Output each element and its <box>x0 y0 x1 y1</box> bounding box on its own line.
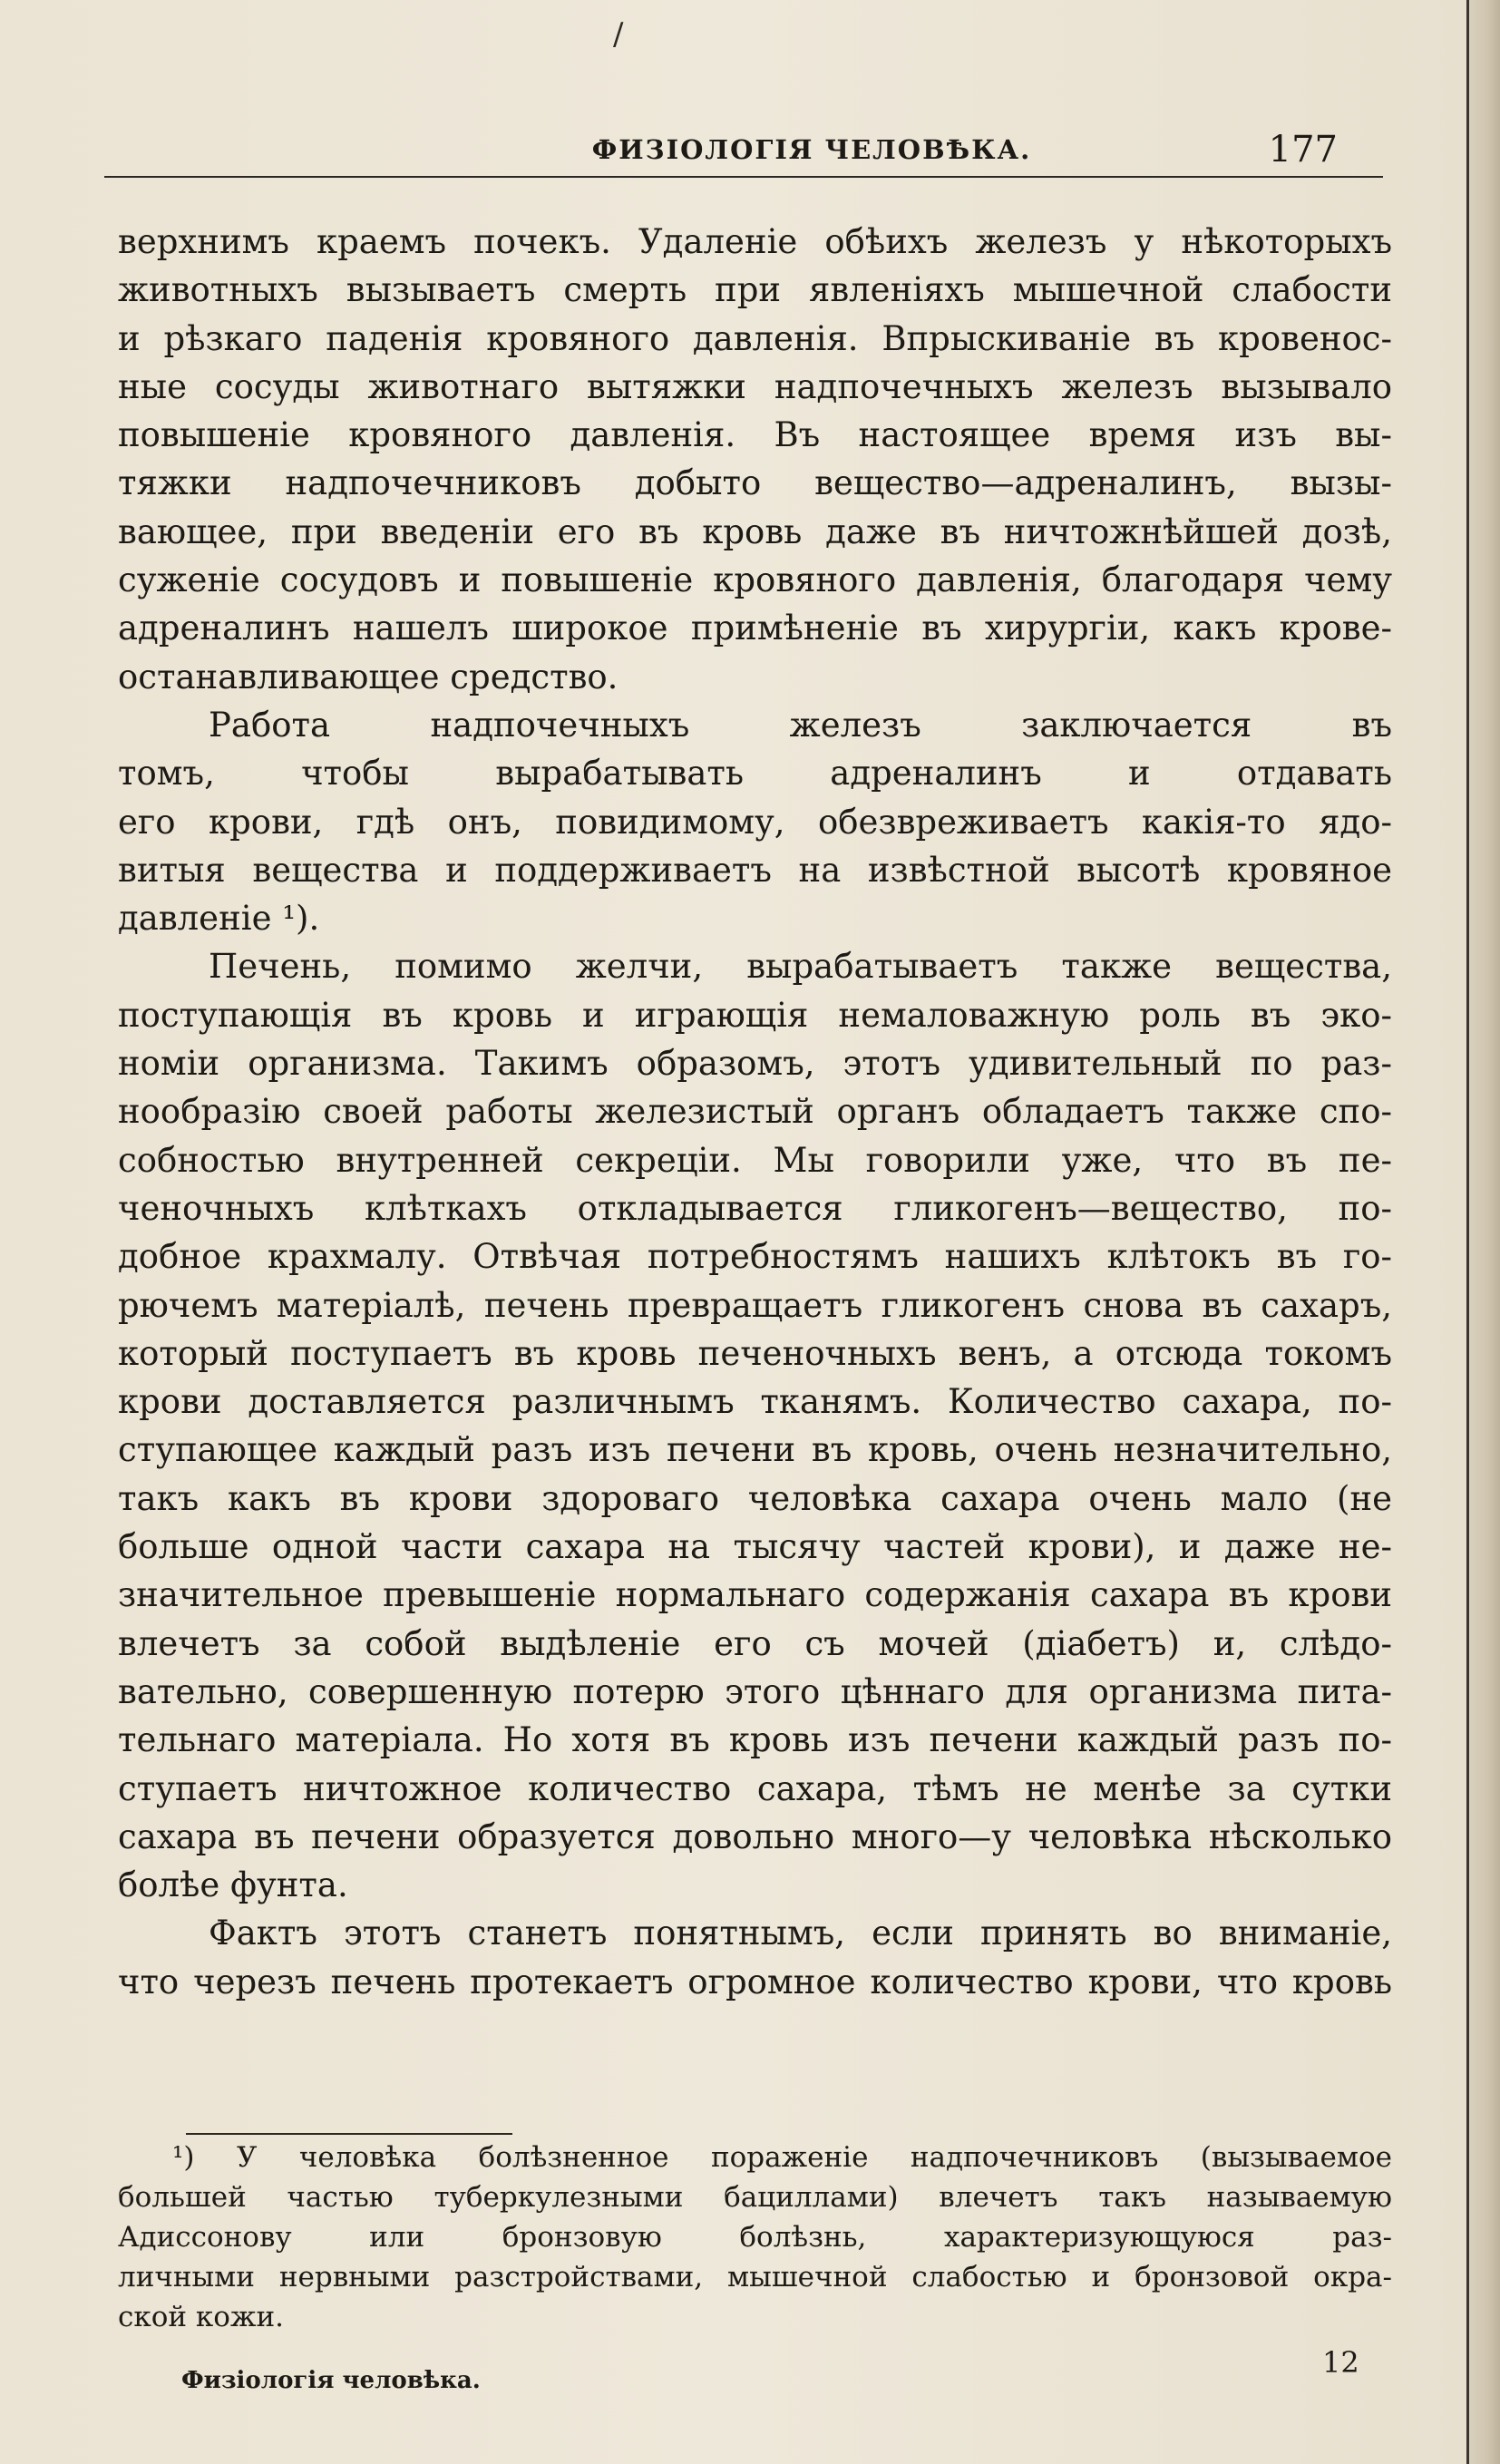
text-line: животныхъ вызываетъ смерть при явленіяхъ мышечной слабости <box>118 270 1392 310</box>
text-line: томъ, чтобы вырабатывать адреналинъ и отдавать <box>118 754 1392 794</box>
page-number: 177 <box>1268 129 1338 170</box>
text-line: рючемъ матеріалѣ, печень превращаетъ гликогенъ снова въ сахаръ, <box>118 1285 1392 1325</box>
body-text <box>118 218 1392 2006</box>
text-line: тяжки надпочечниковъ добыто вещество—адреналинъ, вызы- <box>118 463 1392 503</box>
running-title: ФИЗІОЛОГІЯ ЧЕЛОВѢКА. <box>591 134 1032 165</box>
sheet-number: 12 <box>1322 2345 1359 2380</box>
text-line: его крови, гдѣ онъ, повидимому, обезвреживаетъ какія-то ядо- <box>118 802 1392 842</box>
footnote-divider <box>186 2133 512 2135</box>
text-line: значительное превышеніе нормальнаго содержанія сахара въ крови <box>118 1575 1392 1615</box>
text-line: такъ какъ въ крови здороваго человѣка сахара очень мало (не <box>118 1478 1392 1518</box>
text-line: вательно, совершенную потерю этого цѣннаго для организма пита- <box>118 1671 1392 1711</box>
running-head <box>104 129 1383 178</box>
text-line: собностью внутренней секреціи. Мы говорили уже, что въ пе- <box>118 1140 1392 1180</box>
text-line: повышеніе кровяного давленія. Въ настоящее время изъ вы- <box>118 415 1392 455</box>
text-line: останавливающее средство. <box>118 657 619 696</box>
footnote-line: ской кожи. <box>118 2301 284 2333</box>
text-line: ченочныхъ клѣткахъ откладывается гликогенъ—вещество, по- <box>118 1188 1392 1228</box>
text-line: суженіе сосудовъ и повышеніе кровяного давленія, благодаря чему <box>118 560 1392 600</box>
text-line: витыя вещества и поддерживаетъ на извѣстной высотѣ кровяное <box>118 850 1392 890</box>
text-line: адреналинъ нашелъ широкое примѣненіе въ хирургіи, какъ крове- <box>118 609 1392 648</box>
text-line: и рѣзкаго паденія кровяного давленія. Впрыскиваніе въ кровенос- <box>118 318 1392 358</box>
text-line: который поступаетъ въ кровь печеночныхъ венъ, а отсюда токомъ <box>118 1333 1392 1373</box>
footnote-line: Адиссонову или бронзовую болѣзнь, характеризующуюся раз- <box>118 2221 1392 2254</box>
text-line: ступающее каждый разъ изъ печени въ кровь, очень незначительно, <box>118 1430 1392 1470</box>
footnote-line: личными нервными разстройствами, мышечной слабостью и бронзовой окра- <box>118 2261 1392 2294</box>
text-line: нообразію своей работы железистый органъ обладаетъ также спо- <box>118 1092 1392 1132</box>
text-line: крови доставляется различнымъ тканямъ. Количество сахара, по- <box>118 1382 1392 1422</box>
text-line: верхнимъ краемъ почекъ. Удаленіе обѣихъ железъ у нѣкоторыхъ <box>118 222 1392 261</box>
text-line: сахара въ печени образуется довольно много—у человѣка нѣсколько <box>118 1816 1392 1856</box>
text-line: Печень, помимо желчи, вырабатываетъ также вещества, <box>209 947 1392 987</box>
text-line: поступающія въ кровь и играющія немаловажную роль въ эко- <box>118 995 1392 1035</box>
text-line: ные сосуды животнаго вытяжки надпочечныхъ железъ вызывало <box>118 366 1392 406</box>
text-line: Фактъ этотъ станетъ понятнымъ, если принять во вниманіе, <box>209 1914 1392 1953</box>
top-mark: / <box>613 16 624 53</box>
footnote-line: большей частью туберкулезными бациллами) влечетъ такъ называемую <box>118 2181 1392 2214</box>
text-line: давленіе ¹). <box>118 899 320 939</box>
text-line: больше одной части сахара на тысячу частей крови), и даже не- <box>118 1527 1392 1567</box>
text-line: болѣе фунта. <box>118 1865 348 1905</box>
text-line: вающее, при введеніи его въ кровь даже въ ничтожнѣйшей дозѣ, <box>118 511 1392 551</box>
signature-mark: Физіологія человѣка. <box>181 2367 481 2394</box>
footnotes <box>118 2138 1392 2337</box>
text-line: Работа надпочечныхъ железъ заключается въ <box>209 705 1392 745</box>
text-line: что черезъ печень протекаетъ огромное количество крови, что кровь <box>118 1962 1392 2001</box>
page-edge <box>1466 0 1500 2464</box>
text-line: тельнаго матеріала. Но хотя въ кровь изъ печени каждый разъ по- <box>118 1720 1392 1760</box>
footnote-line: ¹) У человѣка болѣзненное пораженіе надпочечниковъ (вызываемое <box>172 2141 1392 2174</box>
text-line: влечетъ за собой выдѣленіе его съ мочей (діабетъ) и, слѣдо- <box>118 1623 1392 1663</box>
text-line: ступаетъ ничтожное количество сахара, тѣмъ не менѣе за сутки <box>118 1768 1392 1808</box>
text-line: номіи организма. Такимъ образомъ, этотъ удивительный по раз- <box>118 1044 1392 1084</box>
text-line: добное крахмалу. Отвѣчая потребностямъ нашихъ клѣтокъ въ го- <box>118 1237 1392 1277</box>
